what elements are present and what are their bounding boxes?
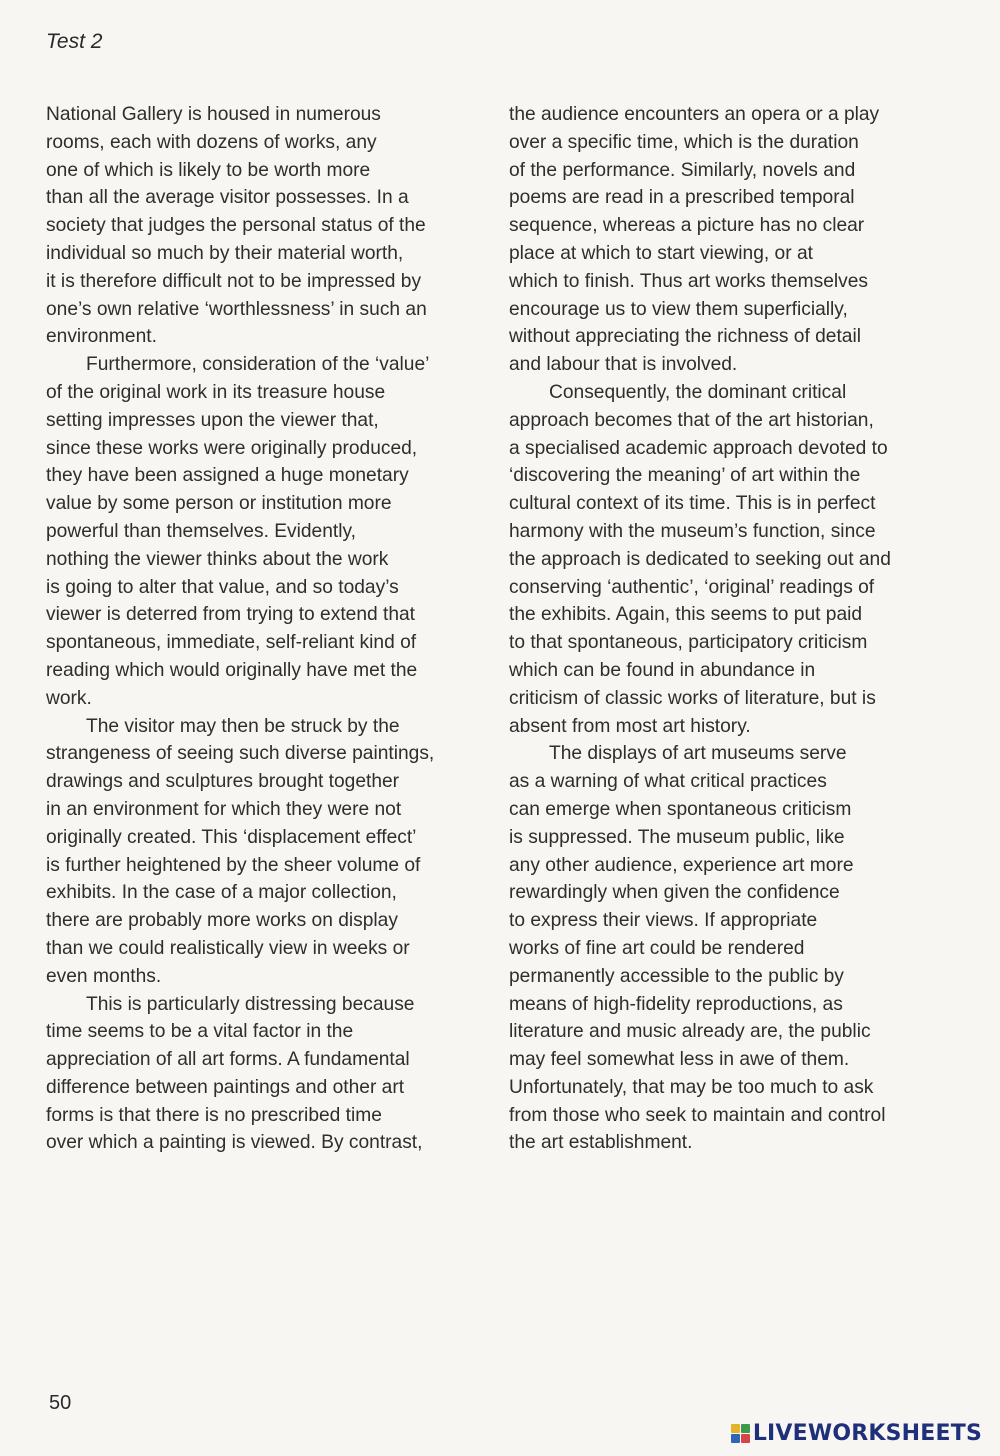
text-line: rewardingly when given the confidence: [509, 882, 840, 904]
text-line: is going to alter that value, and so today’s: [46, 576, 399, 598]
text-line: conserving ‘authentic’, ‘original’ readings of: [509, 576, 875, 598]
text-line: The displays of art museums serve: [549, 743, 847, 765]
text-line: society that judges the personal status of the: [46, 215, 426, 237]
text-line: cultural context of its time. This is in perfect: [509, 493, 876, 515]
text-line: Consequently, the dominant critical: [549, 381, 847, 403]
logo-square: [741, 1424, 750, 1433]
text-line: ‘discovering the meaning’ of art within the: [509, 465, 861, 487]
text-line: drawings and sculptures brought together: [46, 771, 400, 793]
text-line: the art establishment.: [509, 1132, 693, 1154]
text-line: any other audience, experience art more: [509, 854, 854, 876]
text-line: which can be found in abundance in: [509, 659, 816, 681]
text-line: the audience encounters an opera or a play: [509, 104, 880, 125]
left-text-column: [46, 101, 506, 1157]
text-line: place at which to start viewing, or at: [509, 242, 813, 264]
text-line: one of which is likely to be worth more: [46, 159, 371, 181]
text-line: appreciation of all art forms. A fundamental: [46, 1049, 410, 1071]
text-line: the approach is dedicated to seeking out and: [509, 548, 891, 570]
text-line: viewer is deterred from trying to extend that: [46, 604, 415, 626]
text-line: it is therefore difficult not to be impressed by: [46, 270, 422, 292]
text-line: over which a painting is viewed. By contrast,: [46, 1132, 423, 1154]
text-line: absent from most art history.: [509, 715, 751, 737]
text-line: a specialised academic approach devoted to: [509, 437, 888, 459]
text-line: nothing the viewer thinks about the work: [46, 548, 389, 570]
text-line: harmony with the museum’s function, since: [509, 520, 876, 542]
text-line: time seems to be a vital factor in the: [46, 1021, 354, 1043]
text-line: one’s own relative ‘worthlessness’ in such an: [46, 298, 427, 320]
text-line: which to finish. Thus art works themselves: [509, 270, 869, 292]
text-line: National Gallery is housed in numerous: [46, 104, 381, 125]
text-line: permanently accessible to the public by: [509, 965, 844, 987]
text-line: individual so much by their material worth,: [46, 242, 404, 264]
text-line: is further heightened by the sheer volume of: [46, 854, 421, 876]
text-line: even months.: [46, 965, 162, 987]
liveworksheets-watermark[interactable]: [731, 1421, 982, 1446]
text-line: in an environment for which they were not: [46, 798, 402, 820]
liveworksheets-logo-icon: [731, 1424, 750, 1443]
logo-square: [731, 1424, 740, 1433]
text-line: to that spontaneous, participatory criticism: [509, 632, 868, 654]
text-line: powerful than themselves. Evidently,: [46, 520, 356, 542]
text-line: there are probably more works on display: [46, 910, 398, 932]
right-text-column: [509, 101, 979, 1157]
text-line: setting impresses upon the viewer that,: [46, 409, 379, 431]
text-line: criticism of classic works of literature, but is: [509, 687, 876, 709]
text-line: than we could realistically view in weeks or: [46, 937, 410, 959]
text-line: encourage us to view them superficially,: [509, 298, 848, 320]
text-line: as a warning of what critical practices: [509, 771, 827, 793]
text-line: is suppressed. The museum public, like: [509, 826, 845, 848]
text-line: of the original work in its treasure house: [46, 381, 386, 403]
text-line: works of fine art could be rendered: [509, 937, 805, 959]
text-line: difference between paintings and other art: [46, 1076, 405, 1098]
text-line: This is particularly distressing because: [86, 993, 415, 1015]
text-line: forms is that there is no prescribed time: [46, 1104, 382, 1126]
text-line: may feel somewhat less in awe of them.: [509, 1049, 850, 1071]
watermark-text: LIVEWORKSHEETS: [752, 1421, 982, 1446]
logo-square: [731, 1434, 740, 1443]
text-line: of the performance. Similarly, novels and: [509, 159, 856, 181]
text-line: the exhibits. Again, this seems to put paid: [509, 604, 863, 626]
text-line: poems are read in a prescribed temporal: [509, 187, 855, 209]
text-line: spontaneous, immediate, self-reliant kind of: [46, 632, 417, 654]
page-header-title: Test 2: [46, 30, 103, 53]
text-line: from those who seek to maintain and control: [509, 1104, 886, 1126]
text-line: strangeness of seeing such diverse paintings,: [46, 743, 435, 765]
text-line: without appreciating the richness of detail: [509, 326, 861, 348]
text-line: originally created. This ‘displacement effect’: [46, 826, 417, 848]
text-line: can emerge when spontaneous criticism: [509, 798, 852, 820]
text-line: value by some person or institution more: [46, 493, 392, 515]
text-line: environment.: [46, 326, 157, 348]
text-line: than all the average visitor possesses. In a: [46, 187, 409, 209]
text-line: Furthermore, consideration of the ‘value’: [86, 354, 430, 376]
text-line: they have been assigned a huge monetary: [46, 465, 409, 487]
text-line: over a specific time, which is the duration: [509, 131, 859, 153]
text-line: approach becomes that of the art historian,: [509, 409, 874, 431]
page-number: 50: [49, 1392, 72, 1414]
text-line: Unfortunately, that may be too much to ask: [509, 1076, 874, 1098]
text-line: rooms, each with dozens of works, any: [46, 131, 377, 153]
text-line: sequence, whereas a picture has no clear: [509, 215, 865, 237]
text-line: reading which would originally have met the: [46, 659, 418, 681]
text-line: means of high-fidelity reproductions, as: [509, 993, 843, 1015]
logo-square: [741, 1434, 750, 1443]
text-line: exhibits. In the case of a major collection,: [46, 882, 397, 904]
text-line: and labour that is involved.: [509, 354, 738, 376]
text-line: literature and music already are, the public: [509, 1021, 871, 1043]
text-line: since these works were originally produced,: [46, 437, 418, 459]
text-line: work.: [46, 687, 92, 709]
text-line: The visitor may then be struck by the: [86, 715, 400, 737]
text-line: to express their views. If appropriate: [509, 910, 818, 932]
